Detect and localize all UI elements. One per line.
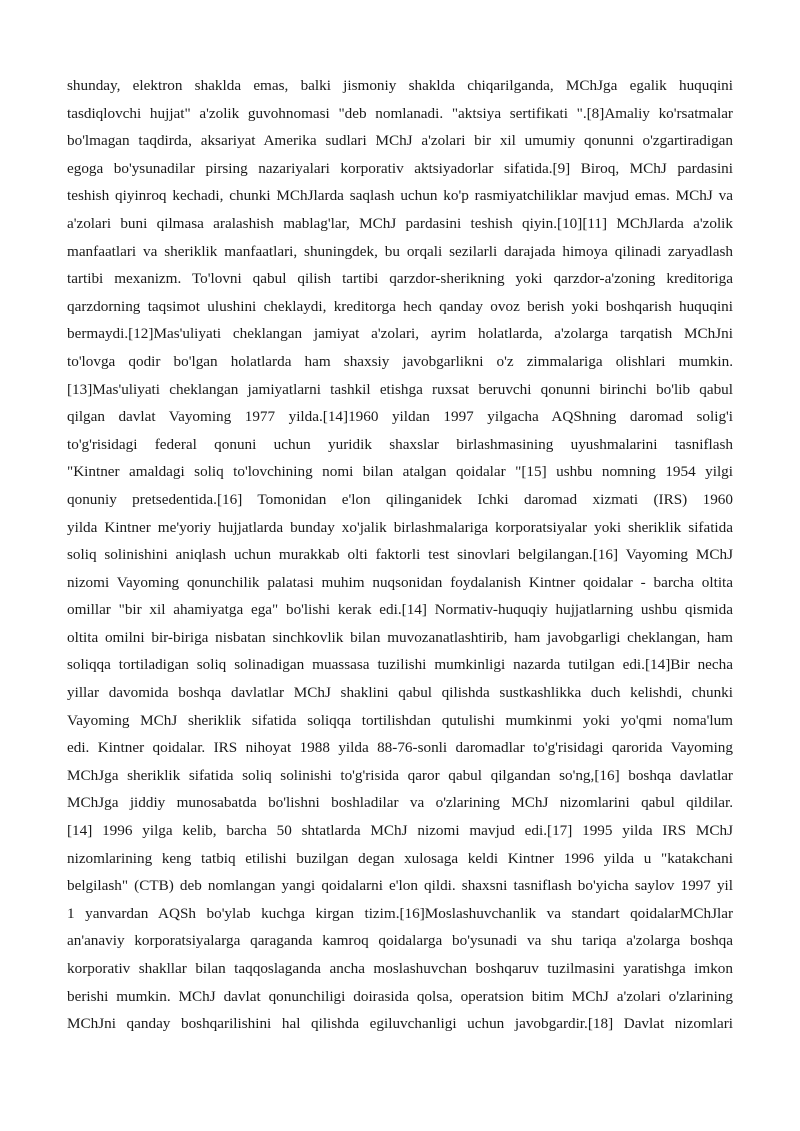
text-line-20: omillar "bir xil ahamiyatga ega" bo'lishi kerak edi.[14] Normativ-huquqiy hujjatlarning ushbu qismida xyxy=(67,601,733,619)
text-line-6: a'zolari buni qilmasa aralashish mablag'lar, MChJ pardasini teshish qiyin.[10][11] MChJlarda a'zolik xyxy=(67,214,733,232)
text-line-7: manfaatlari va sheriklik manfaatlari, shuningdek, bu orqali sezilarli darajada himoya qilinadi zaryadlash xyxy=(67,242,733,260)
text-line-30: belgilash" (CTB) deb nomlangan yangi qoidalarni e'lon qildi. shaxsni tasniflash bo'yicha saylov 1997 yil xyxy=(67,877,733,895)
text-line-35: MChJni qanday boshqarilishini hal qilishda egiluvchanligi uchun javobgardir.[18] Davlat nizomlari xyxy=(67,1015,733,1033)
text-line-8: tartibi mexanizm. To'lovni qabul qilish tartibi qarzdor-sherikning yoki qarzdor-a'zoning kreditoriga xyxy=(67,270,733,288)
text-line-14: to'g'risidagi federal qonuni uchun yuridik shaxslar birlashmasining uyushmalarini tasniflash xyxy=(67,435,733,453)
text-line-9: qarzdorning taqsimot ulushini cheklaydi, kreditorga hech qanday ovoz berish yoki boshqarish huquqini xyxy=(67,297,733,315)
text-line-26: MChJga sheriklik sifatida soliq solinishi to'g'risida qaror qabul qilgandan so'ng,[16] boshqa davlatlar xyxy=(67,766,733,784)
text-line-17: yilda Kintner me'yoriy hujjatlarda bunday xo'jalik birlashmalariga korporatsiyalar yoki sheriklik sifatida xyxy=(67,518,733,536)
text-line-4: egoga bo'ysunadilar pirsing nazariyalari korporativ aktsiyadorlar sifatida.[9] Biroq, MChJ pardasini xyxy=(67,159,733,177)
text-line-16: qonuniy pretsedentida.[16] Tomonidan e'lon qilinganidek Ichki daromad xizmati (IRS) 1960 xyxy=(67,490,733,508)
text-line-22: soliqqa tortiladigan soliq solinadigan muassasa tuzilishi mumkinligi nazarda tutilgan edi.[14]Bir necha xyxy=(67,656,733,674)
text-line-34: berishi mumkin. MChJ davlat qonunchiligi doirasida qolsa, operatsion bitim MChJ a'zolari o'zlarining xyxy=(67,987,733,1005)
text-line-28: [14] 1996 yilga kelib, barcha 50 shtatlarda MChJ nizomi mavjud edi.[17] 1995 yilda IRS MChJ xyxy=(67,822,733,840)
text-line-2: tasdiqlovchi hujjat" a'zolik guvohnomasi "deb nomlanadi. "aktsiya sertifikati ".[8]Amaliy ko'rsatmalar xyxy=(67,104,733,122)
text-line-21: oltita omilni bir-biriga nisbatan sinchkovlik bilan muvozanatlashtirib, ham javobgarligi cheklangan, ham xyxy=(67,628,733,646)
text-line-25: edi. Kintner qoidalar. IRS nihoyat 1988 yilda 88-76-sonli daromadlar to'g'risidagi qarorida Vayoming xyxy=(67,739,733,757)
text-line-31: 1 yanvardan AQSh bo'ylab kuchga kirgan tizim.[16]Moslashuvchanlik va standart qoidalarMChJlar xyxy=(67,904,733,922)
text-line-23: yillar davomida boshqa davlatlar MChJ shaklini qabul qilishda sustkashlikka duch kelishdi, chunki xyxy=(67,684,733,702)
text-line-27: MChJga jiddiy munosabatda bo'lishni boshladilar va o'zlarining MChJ nizomlarini qabul qildilar. xyxy=(67,794,733,812)
text-line-18: soliq solinishini aniqlash uchun murakkab olti faktorli test sinovlari belgilangan.[16] Vayoming MChJ xyxy=(67,546,733,564)
text-line-11: to'lovga qodir bo'lgan holatlarda ham shaxsiy javobgarlikni o'z zimmalariga olishlari mumkin. xyxy=(67,352,733,370)
text-line-24: Vayoming MChJ sheriklik sifatida soliqqa tortilishdan qutulishi mumkinmi yoki yo'qmi noma'lum xyxy=(67,711,733,729)
text-line-1: shunday, elektron shaklda emas, balki jismoniy shaklda chiqarilganda, MChJga egalik huquqini xyxy=(67,77,733,94)
text-line-5: teshish qiyinroq kechadi, chunki MChJlarda saqlash uchun ko'p rasmiyatchiliklar mavjud emas. MChJ va xyxy=(67,187,733,205)
text-line-19: nizomi Vayoming qonunchilik palatasi muhim nuqsonidan foydalanish Kintner qoidalar - barcha oltita xyxy=(67,573,733,591)
text-line-33: korporativ shakllar bilan taqqoslaganda ancha moslashuvchan boshqaruv tuzilmasini yaratishga imkon xyxy=(67,960,733,977)
text-line-12: [13]Mas'uliyati cheklangan jamiyatlarni tashkil etishga ruxsat beruvchi qonunni birinchi bo'lib qabul xyxy=(67,380,733,398)
document-page xyxy=(67,72,733,1038)
text-line-32: an'anaviy korporatsiyalarga qaraganda kamroq qoidalarga bo'ysunadi va shu tariqa a'zolarga boshqa xyxy=(67,932,733,950)
text-line-13: qilgan davlat Vayoming 1977 yilda.[14]1960 yildan 1997 yilgacha AQShning daromad solig'i xyxy=(67,408,733,426)
text-line-15: "Kintner amaldagi soliq to'lovchining nomi bilan atalgan qoidalar "[15] ushbu nomning 1954 yilgi xyxy=(67,463,733,481)
text-line-3: bo'lmagan taqdirda, aksariyat Amerika sudlari MChJ a'zolari bir xil umumiy qonunni o'zgartiradigan xyxy=(67,132,733,150)
text-line-29: nizomlarining keng tatbiq etilishi buzilgan degan xulosaga keldi Kintner 1996 yilda u "katakchani xyxy=(67,849,733,867)
text-line-10: bermaydi.[12]Mas'uliyati cheklangan jamiyat a'zolari, ayrim holatlarda, a'zolarga tarqatish MChJni xyxy=(67,325,733,343)
